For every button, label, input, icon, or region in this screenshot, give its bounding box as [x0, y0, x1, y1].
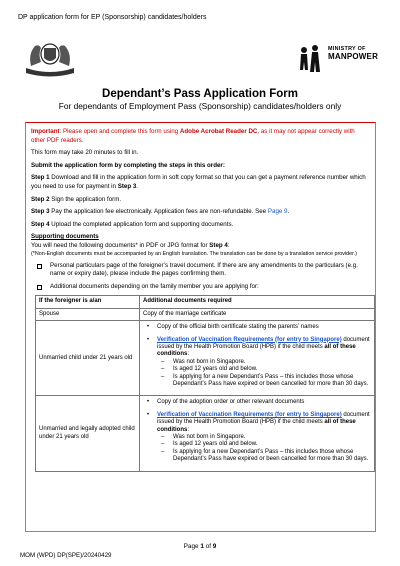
documents-cell: Copy of the marriage certificate: [140, 308, 375, 320]
time-note: This form may take 20 minutes to fill in.: [31, 149, 139, 157]
bullet-icon: •: [147, 324, 150, 331]
checklist-item-travel-document: Personal particulars page of the foreigner’s travel document. If there are any amendments to the particulars (e.g. name or expiry date), please include the pages confirming them.: [37, 262, 370, 279]
column-header: Additional documents required: [140, 296, 375, 308]
step-1: Step 1 Download and fill in the application form in soft copy format so that you can get a payment reference number which you need to use for payment in Step 3.: [31, 174, 366, 190]
table-row: [36, 396, 375, 471]
checkbox-icon: [37, 264, 42, 269]
supporting-heading: Supporting documents: [31, 233, 99, 241]
foreigner-type-cell: Unmarried and legally adopted child under 21 years old: [36, 396, 140, 471]
page-number: Page 1 of 9: [183, 543, 217, 550]
foreigner-type-cell: Spouse: [36, 308, 140, 320]
steps-heading: Submit the application form by completing the steps in this order:: [31, 161, 225, 169]
checkbox-icon: [37, 285, 42, 290]
supporting-intro: You will need the following documents* in PDF or JPG format for Step 4:: [31, 241, 230, 249]
mom-logo-text: MINISTRY OF MANPOWER: [328, 46, 379, 62]
vaccination-requirements-link[interactable]: Verification of Vaccination Requirements (for entry to Singapore): [157, 336, 342, 343]
vaccination-requirements-link[interactable]: Verification of Vaccination Requirements (for entry to Singapore): [157, 411, 342, 418]
table-row: [36, 321, 375, 396]
supporting-documents-section: [31, 233, 370, 257]
page-9-link[interactable]: Page 9: [267, 208, 288, 216]
running-header: DP application form for EP (Sponsorship) candidates/holders: [18, 14, 207, 21]
instructions-panel: [25, 122, 376, 532]
foreigner-type-cell: Unmarried child under 21 years old: [36, 321, 140, 396]
translation-footnote: (*Non-English documents must be accompanied by an English translation. The translation can be done by a translation service provider.): [31, 250, 357, 257]
singapore-coat-of-arms-logo: [22, 38, 78, 78]
form-code-footer: MOM (WPD) DP(SPE)/20240429: [20, 552, 112, 559]
important-notice: Important: Please open and complete this form using Adobe Acrobat Reader DC, as it may not appear correctly with other PDF readers.: [31, 128, 355, 144]
column-header: If the foreigner is a/an: [36, 296, 140, 308]
step-4: Step 4 Upload the completed application form and supporting documents.: [31, 220, 234, 228]
bullet-icon: •: [147, 399, 150, 406]
bullet-icon: •: [147, 411, 150, 418]
form-title: Dependant’s Pass Application Form: [102, 88, 298, 100]
mom-figures-icon: [296, 44, 324, 76]
step-3: Step 3 Pay the application fee electronically. Application fees are non-refundable. See Page 9.: [31, 208, 290, 216]
documents-cell: • Copy of the adoption order or other relevant documents • Verification of Vaccination Requirements (for entry to Singapore) document issued by the Health Promotion Board (HPB) if the child meets all of these conditions: – Was not born in Singapore. – Is aged 12 years old and below. – Is applying for a new Dependant’s Pass – this includes those whose Dependant’s Pass have expired or been cancelled for more than 30 days.: [140, 396, 375, 471]
documents-cell: • Copy of the official birth certificate stating the parents’ names • Verification of Vaccination Requirements (for entry to Singapore) document issued by the Health Promotion Board (HPB) if the child meets all of these conditions: – Was not born in Singapore. – Is aged 12 years old and below. – Is applying for a new Dependant’s Pass – this includes those whose Dependant’s Pass have expired or been cancelled for more than 30 days.: [140, 321, 375, 396]
additional-documents-table: [35, 295, 375, 471]
checklist-item-additional-documents: Additional documents depending on the family member you are applying for:: [37, 283, 370, 292]
table-header-row: [36, 296, 375, 308]
bullet-icon: •: [147, 336, 150, 343]
form-subtitle: For dependants of Employment Pass (Sponsorship) candidates/holders only: [58, 101, 342, 111]
table-row: [36, 308, 375, 320]
step-2: Step 2 Sign the application form.: [31, 195, 122, 203]
